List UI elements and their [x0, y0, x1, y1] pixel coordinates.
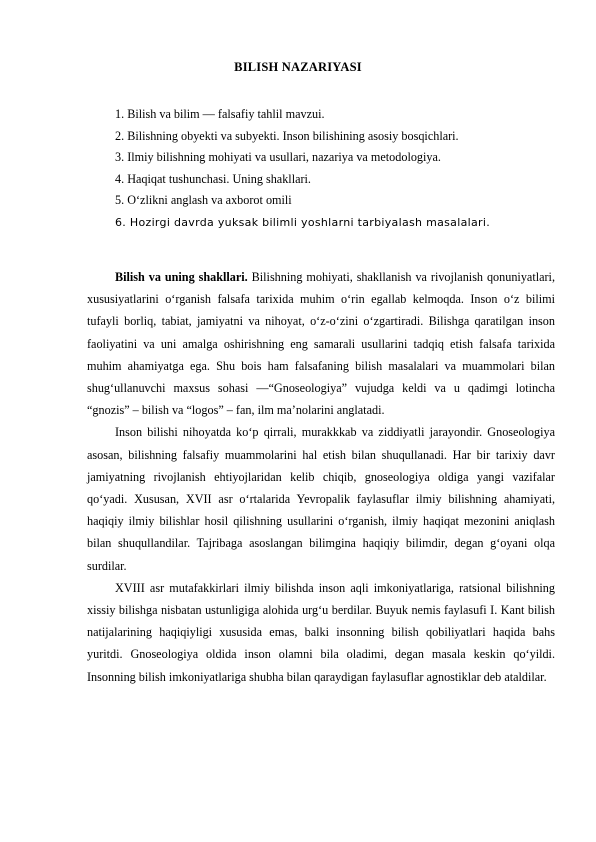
- topic-item-2: 2. Bilishning obyekti va subyekti. Inson bilishining asosiy bosqichlari.: [115, 128, 459, 143]
- topic-item-6: 6. Hozirgi davrda yuksak bilimli yoshlarni tarbiyalash masalalari.: [115, 215, 490, 229]
- paragraph-3: XVIII asr mutafakkirlari ilmiy bilishda inson aqli imkoniyatlariga, ratsional bilishning xissiy bilishga nisbatan ustunligiga alohida urg‘u berdilar. Buyuk nemis faylasufi I. Kant bilish natijalarining haqiqiyligi xususida emas, balki insonning bilish qobiliyatlari haqida bahs yuritdi. Gnoseologiya oldida inson olamni bila oladimi, degan masala keskin qo‘yildi. Insonning bilish imkoniyatlariga shubha bilan qaraydigan faylasuflar agnostiklar deb ataldilar.: [87, 580, 555, 684]
- topic-list: [115, 104, 555, 233]
- paragraph-1-text: Bilishning mohiyati, shakllanish va rivojlanish qonuniyatlari, xususiyatlarini o‘rganish falsafa tarixida muhim o‘rin egallab kelmoqda. Inson o‘z bilimi tufayli borliq, tabiat, jamiyatni va nihoyat, o‘z-o‘zini o‘zgartiradi. Bilishga qaratilgan inson faoliyatini va uni amalga oshirishning eng samarali usullarini tadqiq etish falsafa tarixida muhim ahamiyatga ega. Shu bois ham falsafaning bilish masalalari va muammolari bilan shug‘ullanuvchi maxsus sohasi —“Gnoseologiya” vujudga keldi va u qadimgi lotincha “gnozis” – bilish va “logos” – fan, ilm ma’nolarini anglatadi.: [87, 270, 555, 418]
- document-body: [87, 266, 555, 688]
- topic-item-4: 4. Haqiqat tushunchasi. Uning shakllari.: [115, 171, 311, 186]
- section-heading: Bilish va uning shakllari.: [115, 270, 248, 284]
- document-title: BILISH NAZARIYASI: [234, 60, 362, 74]
- paragraph-1: [87, 266, 555, 421]
- topic-item-1: 1. Bilish va bilim — falsafiy tahlil mavzui.: [115, 107, 325, 121]
- topic-item-5: 5. O‘zlikni anglash va axborot omili: [115, 193, 292, 207]
- topic-item-3: 3. Ilmiy bilishning mohiyati va usullari, nazariya va metodologiya.: [115, 150, 441, 164]
- paragraph-2: Inson bilishi nihoyatda ko‘p qirrali, murakkkab va ziddiyatli jarayondir. Gnoseologiya asosan, bilishning falsafiy muammolarini hal etish bilan shuqullanadi. Har bir tarixiy davr jamiyatning rivojlanish ehtiyojlaridan kelib chiqib, gnoseologiya oldiga yangi vazifalar qo‘yadi. Xususan, XVII asr o‘rtalarida Yevropalik faylasuflar ilmiy bilishning ahamiyati, haqiqiy ilmiy bilishlar hosil qilishning usullarini o‘rganish, ilmiy haqiqat mezonini aniqlash bilan shuqullandilar. Tajribaga asoslangan bilimgina haqiqiy bilimdir, degan g‘oyani olqa surdilar.: [87, 425, 555, 573]
